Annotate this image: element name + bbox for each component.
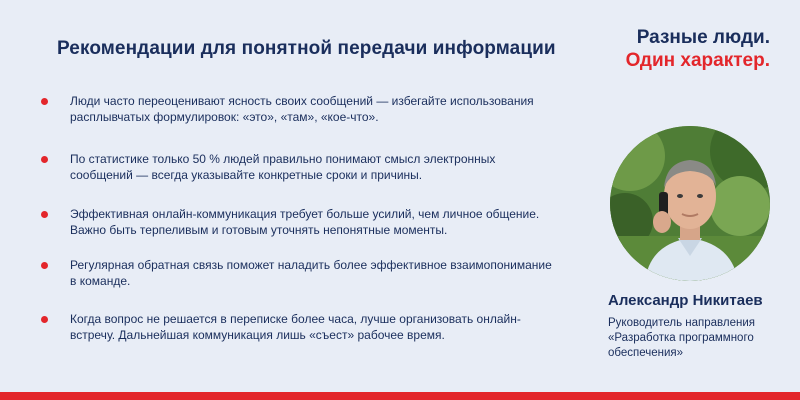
- bullet-dot-icon: [41, 98, 48, 105]
- slogan-line-1: Разные люди.: [636, 27, 770, 48]
- bullet-dot-icon: [41, 156, 48, 163]
- list-item-text: Когда вопрос не решается в переписке более часа, лучше организовать онлайн-встречу. Дальнейшая коммуникация лишь «съест» рабочее время.: [70, 312, 521, 342]
- slogan-line-2: Один характер.: [625, 50, 770, 71]
- person-photo: [610, 126, 770, 281]
- bottom-accent-bar: [0, 392, 800, 400]
- person-name: Александр Никитаев: [608, 292, 763, 309]
- slogan: [626, 26, 770, 72]
- list-item: [40, 151, 560, 183]
- page-title: Рекомендации для понятной передачи информации: [57, 38, 556, 59]
- portrait-image: [610, 126, 770, 281]
- list-item: [40, 311, 560, 343]
- list-item-text: Эффективная онлайн-коммуникация требует больше усилий, чем личное общение. Важно быть терпеливым и готовым уточнять непонятные моменты.: [70, 207, 540, 237]
- bullet-dot-icon: [41, 262, 48, 269]
- list-item: [40, 257, 560, 289]
- list-item-text: По статистике только 50 % людей правильно понимают смысл электронных сообщений — всегда указывайте конкретные сроки и причины.: [70, 152, 496, 182]
- bullet-dot-icon: [41, 211, 48, 218]
- list-item: [40, 206, 560, 238]
- list-item-text: Люди часто переоценивают ясность своих сообщений — избегайте использования расплывчатых формулировок: «это», «там», «кое-что».: [70, 94, 534, 124]
- recommendations-list: [40, 93, 560, 343]
- list-item-text: Регулярная обратная связь поможет наладить более эффективное взаимопонимание в команде.: [70, 258, 552, 288]
- person-role: Руководитель направления «Разработка программного обеспечения»: [608, 317, 756, 359]
- bullet-dot-icon: [41, 316, 48, 323]
- list-item: [40, 93, 560, 125]
